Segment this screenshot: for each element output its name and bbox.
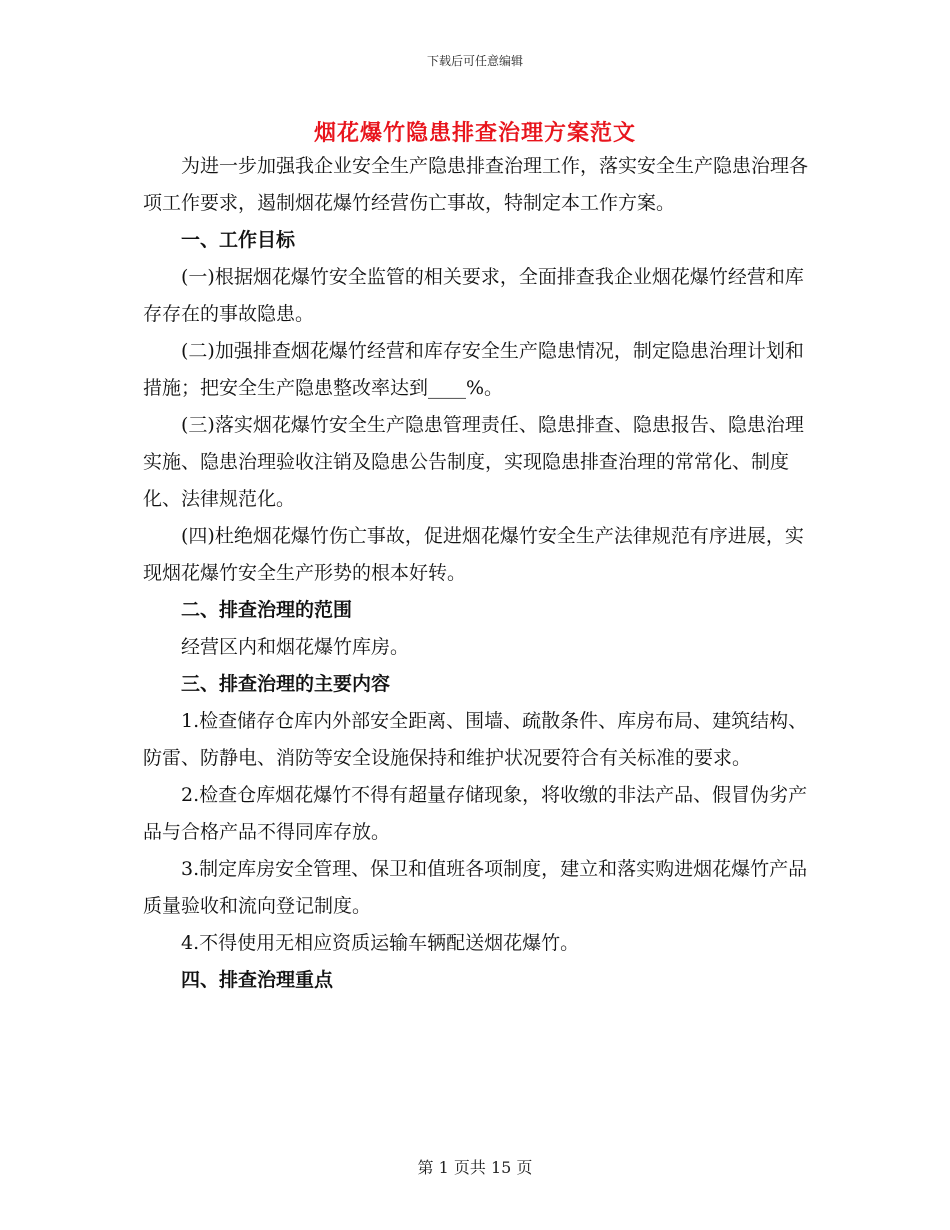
goal-item-1: (一)根据烟花爆竹安全监管的相关要求，全面排查我企业烟花爆竹经营和库存存在的事故隐患。: [143, 266, 804, 325]
content-item-2: 2.检查仓库烟花爆竹不得有超量存储现象，将收缴的非法产品、假冒伪劣产品与合格产品不得同库存放。: [143, 784, 808, 843]
goal-item-3: (三)落实烟花爆竹安全生产隐患管理责任、隐患排查、隐患报告、隐患治理实施、隐患治理验收注销及隐患公告制度，实现隐患排查治理的常常化、制度化、法律规范化。: [143, 414, 804, 510]
content-item-1: 1.检查储存仓库内外部安全距离、围墙、疏散条件、库房布局、建筑结构、防雷、防静电、消防等安全设施保持和维护状况要符合有关标准的要求。: [143, 710, 808, 769]
goal-item-4: (四)杜绝烟花爆竹伤亡事故，促进烟花爆竹安全生产法律规范有序进展，实现烟花爆竹安全生产形势的根本好转。: [143, 525, 804, 584]
section-heading-3: 三、排查治理的主要内容: [181, 673, 391, 695]
content-item-3: 3.制定库房安全管理、保卫和值班各项制度，建立和落实购进烟花爆竹产品质量验收和流向登记制度。: [143, 858, 808, 917]
scope-paragraph: 经营区内和烟花爆竹库房。: [181, 636, 410, 658]
section-heading-2: 二、排查治理的范围: [181, 599, 353, 621]
document-body: [143, 148, 808, 999]
page-number-footer: 第 1 页共 15 页: [417, 1158, 533, 1177]
intro-paragraph: 为进一步加强我企业安全生产隐患排查治理工作，落实安全生产隐患治理各项工作要求，遏制烟花爆竹经营伤亡事故，特制定本工作方案。: [143, 155, 809, 214]
content-item-4: 4.不得使用无相应资质运输车辆配送烟花爆竹。: [181, 932, 580, 954]
goal-item-2: (二)加强排查烟花爆竹经营和库存安全生产隐患情况，制定隐患治理计划和措施；把安全生产隐患整改率达到____%。: [143, 340, 804, 399]
section-heading-1: 一、工作目标: [181, 229, 296, 251]
section-heading-4: 四、排查治理重点: [181, 969, 334, 991]
page-header-note: 下载后可任意编辑: [426, 54, 523, 68]
document-title: 烟花爆竹隐患排查治理方案范文: [313, 120, 636, 146]
